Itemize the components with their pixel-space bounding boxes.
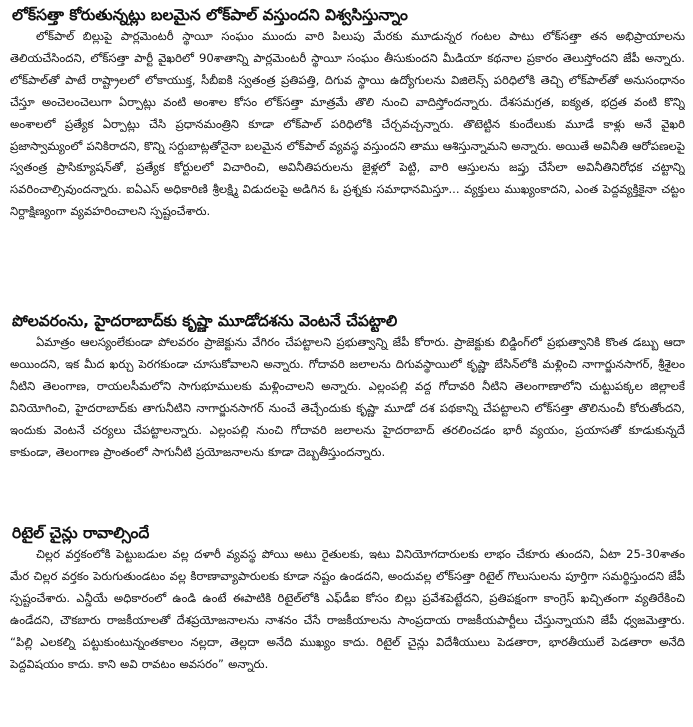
article-heading: రిటైల్ చైన్లు రావాల్సిందే — [12, 524, 150, 542]
article-body: చిల్లర వర్తకంలోకి పెట్టుబడుల వల్ల దళారీ వ్యవస్థ పోయి అటు రైతులకు, ఇటు వినియోగదారులకు లాభం చేకూరు తుందని, ఏటా 25-30శాతం మేర చిల్లర వర్తకం పెరుగుతుండటం వల్ల కిరాణావ్యాపారులకు కూడా నష్టం ఉండదని, అందువల్ల లోక్‌సత్తా రిటైల్ గొలుసులను పూర్తిగా సమర్థిస్తుందని జేపీ స్పష్టంచేశారు. ఎన్డీయే అధికారంలో ఉండి ఉంటే ఈపాటికి రిటైల్‌లోకి ఎఫ్‌డీఐ కోసం బిల్లు ప్రవేశపెట్టేదని, ప్రతిపక్షంగా కాంగ్రెస్ ఖచ్చితంగా వ్యతిరేకించి ఉండేదని, చౌకబారు రాజకీయాలతో దేశప్రయోజనాలను నాశనం చేసే రాజకీయాలను సాంప్రదాయ రాజకీయపార్టీలు చేస్తున్నాయని జేపీ ధ్వజమెత్తారు. “పిల్లి ఎలకల్ని పట్టుకుంటున్నంతకాలం నల్లదా, తెల్లదా అనేది ముఖ్యం కాదు. రిటైల్ చైన్లు విదేశీయులు పెడతారా, భారతీయులే పెడతారా అనేది పెద్దవిషయం కాదు. కాని అవి రావటం అవసరం” అన్నారు. — [10, 547, 685, 671]
article-heading: లోక్‌సత్తా కోరుతున్నట్లు బలమైన లోక్‌పాల్ వస్తుందని విశ్వసిస్తున్నాం — [12, 6, 408, 24]
article-body: ఏమాత్రం ఆలస్యంలేకుండా పోలవరం ప్రాజెక్టును వేగిరం చేపట్టాలని ప్రభుత్వాన్ని జేపీ కోరారు. ప్రాజెక్టుకు బిడ్డింగ్‌లో ప్రభుత్వానికి కొంత డబ్బు ఆదా అయిందని, ఇక మీద ఖర్చు పెరగకుండా చూసుకోవాలని అన్నారు. గోదావరి జలాలను దిగువస్థాయిలో కృష్ణా బేసిన్‌లోకి మళ్లించి నాగార్జునసాగర్, శ్రీశైలం నీటిని తెలంగాణ, రాయలసీమలోని సాగుభూములకు మళ్లించాలని అన్నారు. ఎల్లంపల్లి వద్ద గోదావరి నీటిని తెలంగాణాలోని చుట్టుపక్కల జిల్లాలకే వినియోగించి, హైదరాబాద్‌కు తాగునీటిని నాగార్జునసాగర్ నుంచే తెచ్చేందుకు కృష్ణా మూడో దశ పథకాన్ని చేపట్టాలని లోక్‌సత్తా తొలినుంచీ కోరుతోందని, ఇందుకు వెంటనే చర్యలు చేపట్టాలన్నారు. ఎల్లంపల్లి నుంచి గోదావరి జలాలను హైదరాబాద్ తరలించడం భారీ వ్యయం, ప్రయాసతో కూడుకున్నదే కాకుండా, తెలంగాణ ప్రాంతంలో సాగునీటి ప్రయోజనాలను కూడా దెబ్బతీస్తుందన్నారు. — [10, 335, 685, 459]
article-heading: పోలవరంను, హైదరాబాద్‌కు కృష్ణా మూడోదశను వెంటనే చేపట్టాలి — [12, 312, 398, 330]
article-retail — [10, 522, 685, 721]
article-body: లోక్‌పాల్ బిల్లుపై పార్లమెంటరీ స్థాయీ సంఘం ముందు వారి పిలుపు మేరకు మూడున్నర గంటల పాటు లోక్‌సత్తా తన అభిప్రాయాలను తెలియచేసిందని, లోక్‌సత్తా పార్టీ వైఖరిలో 90శాతాన్ని పార్లమెంటరీ స్థాయీ సంఘం తీసుకుందని మీడియా కథనాల ప్రకారం తెలుస్తోందని జేపీ అన్నారు. లోక్‌పాల్‌తో పాటే రాష్ట్రాలలో లోకాయుక్త, సీబీఐకి స్వతంత్ర ప్రతిపత్తి, దిగువ స్థాయి ఉద్యోగులను విజిలెన్స్ పరిధిలోకి తెచ్చి లోక్‌పాల్‌తో అనుసంధానం చేస్తూ అంచెలంచెలుగా ఏర్పాట్లు వంటి అంశాల కోసం లోక్‌సత్తా మాత్రమే తొలి నుంచి వాదిస్తోందన్నారు. దేశసమగ్రత, ఐక్యత, భద్రత వంటి కొన్ని అంశాలలో ప్రత్యేక ఏర్పాట్లు చేసి ప్రధానమంత్రిని కూడా లోక్‌పాల్ పరిధిలోకి చేర్చవచ్చన్నారు. తొటెట్టిన కుందేలుకు మూడే కాళ్లు అనే వైఖరి ప్రజాస్వామ్యంలో పనికిరాదని, కొన్ని సర్దుబాట్లతోనైనా బలమైన లోక్‌పాల్ వ్యవస్థ వస్తుందని తాము ఆశిస్తున్నామని అన్నారు. అయితే అవినీతి ఆరోపణలపై స్వతంత్ర ప్రాసిక్యూషన్‌తో, ప్రత్యేక కోర్టులలో విచారించి, అవినీతిపరులను జైళ్లలో పెట్టి, వారి ఆస్తులను జప్తు చేసేలా అవినీతినిరోధక చట్టాన్ని సవరించాల్సివుందన్నారు. ఐఏఎస్ అధికారిణి శ్రీలక్ష్మి విడుదలపై అడిగిన ఓ ప్రశ్నకు సమాధానమిస్తూ... వ్యక్తులు ముఖ్యంకాదని, ఎంత పెద్దవ్యక్తికైనా చట్టం నిర్దాక్షిణ్యంగా వ్యవహరించాలని స్పష్టంచేశారు. — [10, 29, 685, 219]
article-lokpal — [10, 4, 685, 310]
article-polavaram — [10, 310, 685, 522]
